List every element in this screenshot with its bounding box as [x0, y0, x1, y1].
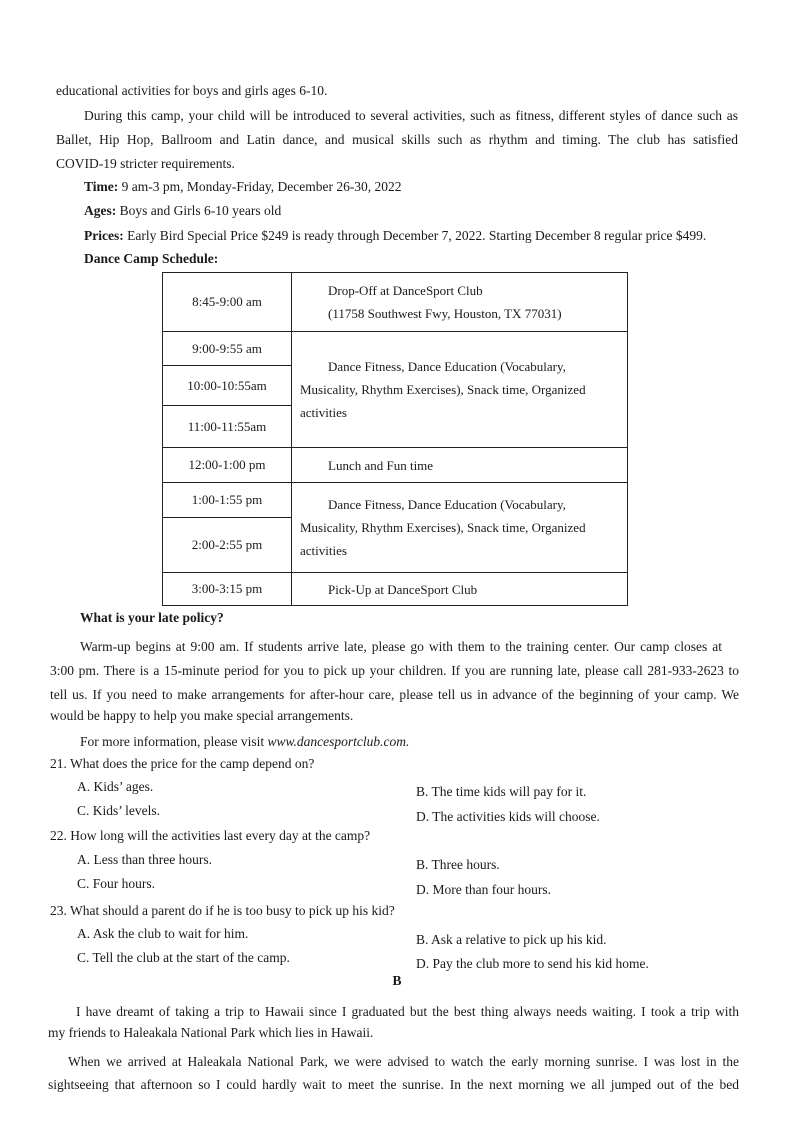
time-label: Time:	[84, 179, 119, 194]
more-info-prefix: For more information, please visit	[80, 734, 268, 749]
schedule-activity	[292, 573, 628, 606]
option-22-c[interactable]: C. Four hours.	[77, 876, 156, 891]
question-23: 23. What should a parent do if he is too busy to pick up his kid?	[50, 903, 395, 918]
option-23-b[interactable]: B. Ask a relative to pick up his kid.	[416, 932, 607, 947]
late-policy-heading: What is your late policy?	[80, 610, 224, 625]
schedule-row	[163, 273, 628, 332]
section-b-p1-line-2: my friends to Haleakala National Park which lies in Hawaii.	[48, 1025, 374, 1040]
question-22: 22. How long will the activities last every day at the camp?	[50, 828, 371, 843]
time-value: 9 am-3 pm, Monday-Friday, December 26-30, 2022	[118, 179, 402, 194]
more-info	[80, 733, 409, 751]
schedule-activity	[292, 273, 628, 332]
time-info	[84, 178, 402, 196]
ages-info	[84, 202, 281, 220]
afternoon-act-line-1: Dance Fitness, Dance Education (Vocabulary,	[328, 497, 566, 512]
schedule-row	[163, 332, 628, 366]
schedule-row	[163, 483, 628, 518]
section-b-heading: B	[392, 973, 402, 988]
morning-act-line-3: activities	[300, 405, 347, 420]
dropoff-line: Drop-Off at DanceSport Club	[328, 283, 483, 298]
prices-label: Prices:	[84, 228, 124, 243]
intro-p1-line-1: During this camp, your child will be introduced to several activities, such as fitness, different styles of dance such as	[84, 108, 738, 123]
option-22-d[interactable]: D. More than four hours.	[416, 882, 551, 897]
website-link[interactable]: www.dancesportclub.com.	[267, 734, 410, 749]
late-line-3: tell us. If you need to make arrangements for after-hour care, please tell us in advance of the beginning of your camp. We	[50, 687, 739, 702]
morning-act-line-2: Musicality, Rhythm Exercises), Snack time, Organized	[300, 382, 586, 397]
option-21-c[interactable]: C. Kids’ levels.	[77, 803, 160, 818]
schedule-time: 2:00-2:55 pm	[163, 518, 292, 573]
option-21-b[interactable]: B. The time kids will pay for it.	[416, 784, 587, 799]
section-b-p2-line-2: sightseeing that afternoon so I could hardly wait to meet the sunrise. In the next morning we all jumped out of the bed	[48, 1077, 739, 1092]
schedule-row	[163, 573, 628, 606]
afternoon-act-line-2: Musicality, Rhythm Exercises), Snack time, Organized	[300, 520, 586, 535]
schedule-time: 1:00-1:55 pm	[163, 483, 292, 518]
schedule-activity	[292, 483, 628, 573]
schedule-time: 11:00-11:55am	[163, 406, 292, 448]
option-21-d[interactable]: D. The activities kids will choose.	[416, 809, 600, 824]
prices-info	[84, 227, 706, 245]
question-21: 21. What does the price for the camp depend on?	[50, 756, 315, 771]
address-line: (11758 Southwest Fwy, Houston, TX 77031)	[328, 306, 562, 321]
schedule-time: 8:45-9:00 am	[163, 273, 292, 332]
section-b-p2-line-1: When we arrived at Haleakala National Park, we were advised to watch the early morning sunrise. I was lost in the	[68, 1054, 739, 1069]
late-line-4: would be happy to help you make special arrangements.	[50, 708, 354, 723]
ages-label: Ages:	[84, 203, 117, 218]
schedule-table	[162, 272, 628, 606]
option-22-a[interactable]: A. Less than three hours.	[77, 852, 212, 867]
afternoon-act-line-3: activities	[300, 543, 347, 558]
lunch-line: Lunch and Fun time	[328, 457, 434, 473]
intro-p1-line-3: COVID-19 stricter requirements.	[56, 156, 235, 171]
schedule-time: 9:00-9:55 am	[163, 332, 292, 366]
option-21-a[interactable]: A. Kids’ ages.	[77, 779, 154, 794]
section-b-p1-line-1: I have dreamt of taking a trip to Hawaii since I graduated but the best thing always needs waiting. I took a trip with	[76, 1004, 739, 1019]
schedule-time: 12:00-1:00 pm	[163, 448, 292, 483]
option-22-b[interactable]: B. Three hours.	[416, 857, 500, 872]
schedule-time: 3:00-3:15 pm	[163, 573, 292, 606]
late-line-2: 3:00 pm. There is a 15-minute period for you to pick up your children. If you are running late, please call 281-933-2623 to	[50, 663, 739, 678]
intro-p1-line-2: Ballet, Hip Hop, Ballroom and Latin dance, and musical skills such as rhythm and timing. The club has satisfied	[56, 132, 738, 147]
pickup-line: Pick-Up at DanceSport Club	[328, 581, 478, 597]
prices-value: Early Bird Special Price $249 is ready through December 7, 2022. Starting December 8 regular price $499.	[123, 228, 707, 243]
schedule-heading: Dance Camp Schedule:	[84, 251, 219, 266]
schedule-activity	[292, 332, 628, 448]
option-23-d[interactable]: D. Pay the club more to send his kid home.	[416, 956, 649, 971]
schedule-row	[163, 448, 628, 483]
schedule-time: 10:00-10:55am	[163, 366, 292, 406]
option-23-c[interactable]: C. Tell the club at the start of the camp.	[77, 950, 290, 965]
ages-value: Boys and Girls 6-10 years old	[116, 203, 282, 218]
intro-line-0: educational activities for boys and girls ages 6-10.	[56, 83, 328, 98]
morning-act-line-1: Dance Fitness, Dance Education (Vocabulary,	[328, 359, 566, 374]
option-23-a[interactable]: A. Ask the club to wait for him.	[77, 926, 249, 941]
late-line-1: Warm-up begins at 9:00 am. If students arrive late, please go with them to the training center. Our camp closes at	[80, 639, 722, 654]
schedule-activity	[292, 448, 628, 483]
